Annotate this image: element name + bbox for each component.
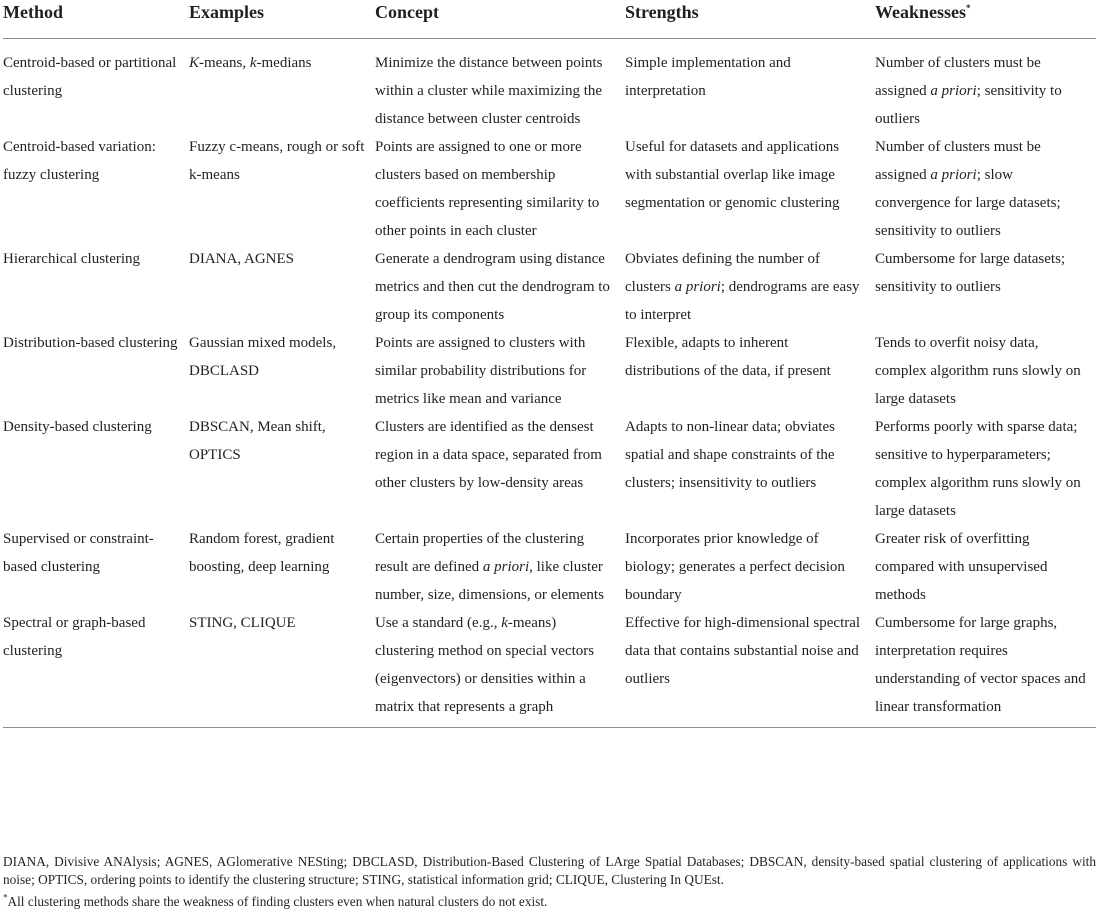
strengths-cell: Incorporates prior knowledge of biology; generates a perfect decision boundary [625,531,845,603]
examples-cell: Random forest, gradient boosting, deep learning [189,531,335,575]
strengths-cell: Effective for high-dimensional spectral data that contains substantial noise and outliers [625,609,875,728]
abbreviations-text: DIANA, Divisive ANAlysis; AGNES, AGlomerative NESting; DBCLASD, Distribution-Based Clustering of LArge Spatial Databases; DBSCAN, density-based spatial clustering of applications with noise; OPTICS, ordering points to identify the clustering structure; STING, statistical information grid; CLIQUE, Clustering In QUEst. [3,854,1096,887]
method-cell: Spectral or graph-based clustering [3,609,189,728]
strengths-cell: Simple implementation and interpretation [625,55,791,99]
method-cell: Density-based clustering [3,419,152,435]
concept-cell: Minimize the distance between points within a cluster while maximizing the distance between cluster centroids [375,55,603,127]
footnote-text: All clustering methods share the weakness of finding clusters even when natural clusters do not exist. [7,894,548,909]
weaknesses-cell: Number of clusters must be assigned a priori; sensitivity to outliers [875,55,1062,127]
concept-cell: Points are assigned to clusters with similar probability distributions for metrics like mean and variance [375,335,587,407]
concept-cell: Clusters are identified as the densest region in a data space, separated from other clusters by low-density areas [375,419,602,491]
method-cell: Hierarchical clustering [3,251,141,267]
concept-cell: Use a standard (e.g., k-means) clustering method on special vectors (eigenvectors) or densities within a matrix that represents a graph [375,609,625,728]
header-examples: Examples [189,0,375,39]
header-method: Method [3,0,189,39]
strengths-cell: Obviates defining the number of clusters a priori; dendrograms are easy to interpret [625,251,860,323]
concept-cell: Generate a dendrogram using distance metrics and then cut the dendrogram to group its components [375,251,610,323]
abbreviations-note [3,853,1096,889]
examples-cell: DIANA, AGNES [189,251,294,267]
header-concept: Concept [375,0,625,39]
weaknesses-cell: Tends to overfit noisy data, complex algorithm runs slowly on large datasets [875,335,1081,407]
weaknesses-cell: Number of clusters must be assigned a priori; slow convergence for large datasets; sensitivity to outliers [875,139,1061,239]
concept-cell: Certain properties of the clustering result are defined a priori, like cluster number, size, dimensions, or elements [375,531,604,603]
table-row [3,329,1096,413]
table-footnote [3,893,1096,911]
footnote-marker: * [3,892,8,903]
concept-cell: Points are assigned to one or more clusters based on membership coefficients representing similarity to other points in each cluster [375,139,600,239]
method-cell: Supervised or constraint-based clustering [3,531,154,575]
weaknesses-cell: Performs poorly with sparse data; sensitive to hyperparameters; complex algorithm runs slowly on large datasets [875,419,1081,519]
weaknesses-cell: Cumbersome for large datasets; sensitivity to outliers [875,251,1066,295]
weaknesses-cell: Cumbersome for large graphs, interpretation requires understanding of vector spaces and linear transformation [875,609,1096,728]
examples-cell: DBSCAN, Mean shift, OPTICS [189,419,326,463]
header-weaknesses [875,0,1096,39]
method-cell: Centroid-based variation: fuzzy clustering [3,139,156,183]
weaknesses-cell: Greater risk of overfitting compared with unsupervised methods [875,531,1048,603]
examples-cell: Gaussian mixed models, DBCLASD [189,335,337,379]
table-row [3,133,1096,245]
header-weaknesses-label: Weaknesses [875,2,967,22]
table-row [3,39,1096,134]
table-row [3,525,1096,609]
strengths-cell: Flexible, adapts to inherent distributions of the data, if present [625,335,831,379]
method-cell: Distribution-based clustering [3,335,178,351]
clustering-methods-table [3,0,1096,728]
table-row [3,413,1096,525]
examples-cell: K-means, k-medians [189,55,312,71]
method-cell: Centroid-based or partitional clustering [3,55,177,99]
strengths-cell: Useful for datasets and applications with substantial overlap like image segmentation or genomic clustering [625,139,840,211]
examples-cell: Fuzzy c-means, rough or soft k-means [189,139,365,183]
header-strengths: Strengths [625,0,875,39]
header-row [3,0,1096,39]
strengths-cell: Adapts to non-linear data; obviates spatial and shape constraints of the clusters; insensitivity to outliers [625,419,835,491]
footnote-mark: * [966,3,971,13]
table-row [3,245,1096,329]
table-row [3,609,1096,728]
examples-cell: STING, CLIQUE [189,609,375,728]
